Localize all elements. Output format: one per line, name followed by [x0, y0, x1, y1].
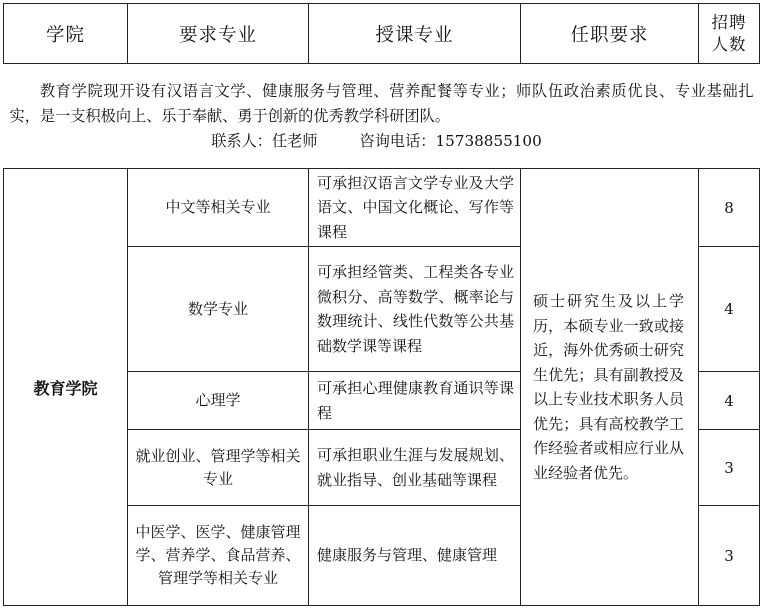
major-cell: 中医学、医学、健康管理学、营养学、食品营养、管理学等相关专业 — [128, 506, 309, 606]
course-cell: 可承担经管类、工程类各专业微积分、高等数学、概率论与数理统计、线性代数等公共基础数学课等课程 — [309, 247, 521, 372]
count-cell: 4 — [699, 372, 760, 430]
count-cell: 3 — [699, 430, 760, 506]
intro-paragraph: 教育学院现开设有汉语言文学、健康服务与管理、营养配餐等专业；师队伍政治素质优良、专业基础扎实，是一支积极向上、乐于奉献、勇于创新的优秀教学科研团队。 — [9, 81, 754, 125]
course-cell: 可承担心理健康教育通识等课程 — [309, 372, 521, 430]
major-cell: 中文等相关专业 — [128, 169, 309, 247]
contact-phone: 咨询电话：15738855100 — [359, 131, 542, 150]
major-cell: 心理学 — [128, 372, 309, 430]
major-cell: 数学专业 — [128, 247, 309, 372]
course-cell: 健康服务与管理、健康管理 — [309, 506, 521, 606]
intro-cell — [4, 64, 760, 169]
count-cell: 4 — [699, 247, 760, 372]
recruitment-table — [3, 3, 760, 606]
header-count-line2: 人数 — [711, 34, 747, 54]
requirement-cell: 硕士研究生及以上学历，本硕专业一致或接近，海外优秀硕士研究生优先；具有副教授及以上专业技术职务人员优先；具有高校教学工作经验者或相应行业从业经验者优先。 — [521, 169, 699, 606]
count-cell: 8 — [699, 169, 760, 247]
header-count — [699, 4, 760, 64]
header-college: 学院 — [4, 4, 128, 64]
contact-line — [10, 129, 754, 154]
course-cell: 可承担职业生涯与发展规划、就业指导、创业基础等课程 — [309, 430, 521, 506]
header-major: 要求专业 — [128, 4, 309, 64]
header-course: 授课专业 — [309, 4, 521, 64]
header-requirement: 任职要求 — [521, 4, 699, 64]
count-cell: 3 — [699, 506, 760, 606]
intro-row — [4, 64, 760, 169]
course-cell: 可承担汉语言文学专业及大学语文、中国文化概论、写作等课程 — [309, 169, 521, 247]
header-row — [4, 4, 760, 64]
contact-person: 联系人：任老师 — [211, 131, 318, 150]
college-name: 教育学院 — [4, 169, 128, 606]
header-count-line1: 招聘 — [711, 12, 747, 32]
major-cell: 就业创业、管理学等相关专业 — [128, 430, 309, 506]
table-row — [4, 169, 760, 247]
